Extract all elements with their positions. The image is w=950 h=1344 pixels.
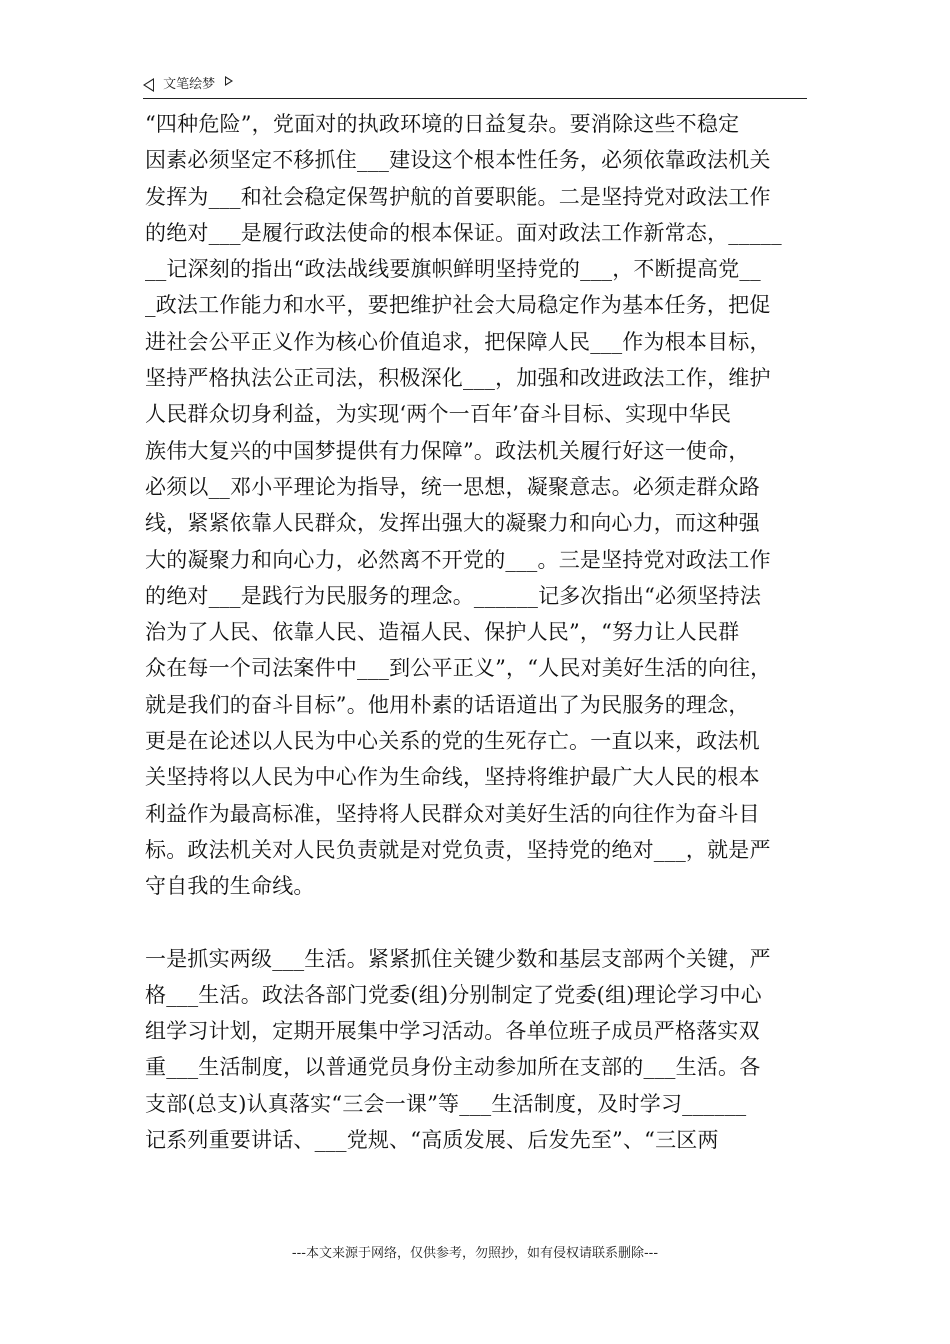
text-line: 格___生活。政法各部门党委(组)分别制定了党委(组)理论学习中心 bbox=[145, 982, 762, 1007]
text-line: 治为了人民、依靠人民、造福人民、保护人民”，“努力让人民群 bbox=[145, 620, 740, 645]
text-line: 更是在论述以人民为中心关系的党的生死存亡。一直以来，政法机 bbox=[145, 729, 760, 754]
text-line: 的绝对___是履行政法使命的根本保证。面对政法工作新常态，_____ bbox=[145, 220, 782, 245]
text-line: 坚持严格执法公正司法，积极深化___，加强和改进政法工作，维护 bbox=[145, 366, 771, 391]
text-line: __记深刻的指出“政法战线要旗帜鲜明坚持党的___，不断提高党__ bbox=[145, 257, 761, 282]
paragraph bbox=[145, 941, 809, 1159]
paragraph bbox=[145, 106, 809, 905]
text-line: 组学习计划，定期开展集中学习活动。各单位班子成员严格落实双 bbox=[145, 1019, 760, 1044]
text-line: 大的凝聚力和向心力，必然离不开党的___。三是坚持党对政法工作 bbox=[145, 547, 771, 572]
text-line: 因素必须坚定不移抓住___建设这个根本性任务，必须依靠政法机关 bbox=[145, 148, 771, 173]
text-line: 利益作为最高标准，坚持将人民群众对美好生活的向往作为奋斗目 bbox=[145, 801, 760, 826]
text-line: 人民群众切身利益，为实现‘两个一百年’奋斗目标、实现中华民 bbox=[145, 402, 732, 427]
text-line: 必须以__邓小平理论为指导，统一思想，凝聚意志。必须走群众路 bbox=[145, 474, 760, 499]
text-line: 的绝对___是践行为民服务的理念。______记多次指出“必须坚持法 bbox=[145, 583, 762, 608]
text-line: 一是抓实两级___生活。紧紧抓住关键少数和基层支部两个关键，严 bbox=[145, 946, 771, 971]
text-line: 发挥为___和社会稳定保驾护航的首要职能。二是坚持党对政法工作 bbox=[145, 184, 771, 209]
text-line: 众在每一个司法案件中___到公平正义”，“人民对美好生活的向往， bbox=[145, 656, 772, 681]
text-line: 标。政法机关对人民负责就是对党负责，坚持党的绝对___，就是严 bbox=[145, 837, 771, 862]
header-title: 文笔绘梦 bbox=[163, 77, 216, 92]
text-line: 记系列重要讲话、___党规、“高质发展、后发先至”、“三区两 bbox=[145, 1128, 719, 1153]
page-header bbox=[143, 72, 807, 98]
text-line: _政法工作能力和水平，要把维护社会大局稳定作为基本任务，把促 bbox=[145, 293, 771, 318]
header-divider bbox=[143, 98, 807, 99]
text-line: 进社会公平正义作为核心价值追求，把保障人民___作为根本目标， bbox=[145, 329, 771, 354]
triangle-left-icon bbox=[143, 78, 154, 92]
text-line: 关坚持将以人民为中心作为生命线，坚持将维护最广大人民的根本 bbox=[145, 765, 760, 790]
text-line: “四种危险”，党面对的执政环境的日益复杂。要消除这些不稳定 bbox=[145, 112, 740, 136]
document-body bbox=[145, 106, 809, 1158]
text-line: 重___生活制度，以普通党员身份主动参加所在支部的___生活。各 bbox=[145, 1055, 761, 1080]
text-line: 支部(总支)认真落实“三会一课”等___生活制度，及时学习______ bbox=[145, 1091, 747, 1116]
text-line: 就是我们的奋斗目标”。他用朴素的话语道出了为民服务的理念， bbox=[145, 692, 750, 717]
text-line: 守自我的生命线。 bbox=[145, 874, 315, 899]
text-line: 线，紧紧依靠人民群众，发挥出强大的凝聚力和向心力，而这种强 bbox=[145, 511, 760, 536]
triangle-right-icon bbox=[225, 76, 233, 86]
disclaimer-footer: ---本文来源于网络，仅供参考，勿照抄，如有侵权请联系删除--- bbox=[291, 1246, 659, 1261]
text-line: 族伟大复兴的中国梦提供有力保障”。政法机关履行好这一使命， bbox=[145, 438, 750, 463]
